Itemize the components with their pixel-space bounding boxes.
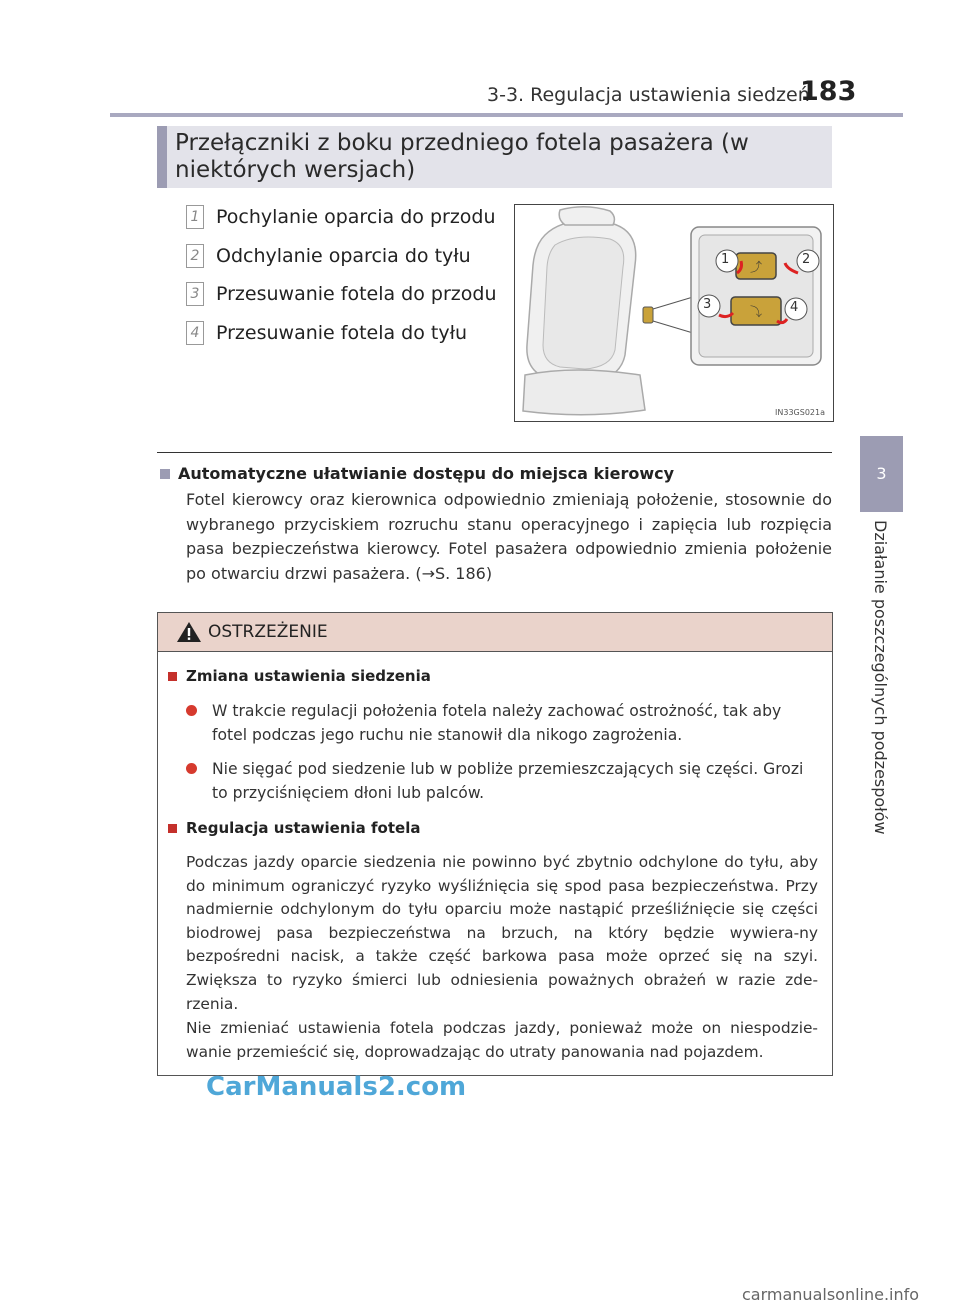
number-4-icon: 4 <box>186 321 204 345</box>
info-body: Fotel kierowcy oraz kierownica odpowiednio zmieniają położenie, stosownie do wybranego przyciskiem rozruchu stanu operacyjnego i zapięcia lub rozpięcia pasa bezpieczeństwa kierowcy. Fotel pasażera odpowiednio zmienia położenie po otwarciu drzwi pasażera. (→S. 186) <box>186 490 832 583</box>
warning-bullet <box>186 699 818 747</box>
section-heading <box>157 126 832 188</box>
svg-text:⤴: ⤴ <box>749 260 763 274</box>
red-dot-icon <box>186 763 197 774</box>
list-item-text: Przesuwanie fotela do przodu <box>216 283 497 305</box>
section-divider <box>157 452 832 453</box>
red-dot-icon <box>186 705 197 716</box>
callout-1: 1 <box>721 252 730 267</box>
seat-switch-illustration <box>514 204 834 422</box>
warning-bullet-text: W trakcie regulacji położenia fotela należy zachować ostrożność, tak aby fotel podczas jego ruchu nie stanowił dla nikogo zagrożenia. <box>212 702 782 744</box>
warning-box <box>157 612 833 1076</box>
warning-subheading <box>168 667 431 685</box>
svg-text:⤵: ⤵ <box>749 305 763 319</box>
red-square-icon <box>168 672 177 681</box>
page-number: 183 <box>800 76 857 107</box>
running-header-section: 3-3. Regulacja ustawienia siedzeń <box>487 84 810 106</box>
warning-subheading <box>168 819 420 837</box>
list-item-text: Odchylanie oparcia do tyłu <box>216 245 471 267</box>
warning-triangle-icon <box>176 621 202 643</box>
info-title-text: Automatyczne ułatwianie dostępu do miejsca kierowcy <box>178 464 675 483</box>
list-item <box>186 243 471 269</box>
header-rule <box>110 113 903 117</box>
list-item <box>186 320 467 346</box>
list-item <box>186 281 496 307</box>
chapter-tab-text: Działanie poszczególnych podzespołów <box>871 520 890 835</box>
warning-bullet-text: Nie sięgać pod siedzenie lub w pobliże przemieszczających się części. Grozi to przyciśnięciem dłoni lub palców. <box>212 760 804 802</box>
warning-paragraph: Nie zmieniać ustawienia fotela podczas jazdy, ponieważ może on niespodzie-wanie przemieścić się, doprowadzając do utraty panowania nad pojazdem. <box>186 1019 818 1061</box>
section-heading-text: Przełączniki z boku przedniego fotela pasażera (w niektórych wersjach) <box>175 130 749 183</box>
heading-accent-bar <box>157 126 167 188</box>
watermark-top: CarManuals2.com <box>206 1072 467 1102</box>
number-1-icon: 1 <box>186 205 204 229</box>
chapter-tab-number: 3 <box>860 436 903 512</box>
illustration-code: IN33GS021a <box>775 408 825 417</box>
warning-title: OSTRZEŻENIE <box>208 622 328 642</box>
warning-bullet <box>186 757 818 805</box>
callout-2: 2 <box>802 252 811 267</box>
red-square-icon <box>168 824 177 833</box>
callout-3: 3 <box>703 297 712 312</box>
warning-subheading-text: Zmiana ustawienia siedzenia <box>186 667 431 685</box>
seat-drawing-icon <box>515 205 833 421</box>
warning-header <box>158 613 832 652</box>
list-item <box>186 204 496 230</box>
warning-paragraph: Podczas jazdy oparcie siedzenia nie powinno być zbytnio odchylone do tyłu, aby do minimum ograniczyć ryzyko wyśliźnięcia się spod pasa bezpieczeństwa. Przy nadmiernie odchylonym do tyłu oparciu może nastąpić prześliźnięcie się części biodrowej pasa bezpieczeństwa na brzuch, na który będzie wywiera-ny bezpośredni nacisk, a także część barkowa pasa może oprzeć się na szyi. Zwiększa to ryzyko śmierci lub odniesienia poważnych obrażeń w razie zde-rzenia. <box>186 853 818 1013</box>
number-3-icon: 3 <box>186 282 204 306</box>
number-2-icon: 2 <box>186 244 204 268</box>
info-title <box>160 464 674 483</box>
list-item-text: Przesuwanie fotela do tyłu <box>216 322 468 344</box>
chapter-tab-title <box>868 520 896 860</box>
watermark-bottom: carmanualsonline.info <box>742 1285 920 1304</box>
warning-subheading-text: Regulacja ustawienia fotela <box>186 819 421 837</box>
list-item-text: Pochylanie oparcia do przodu <box>216 206 496 228</box>
square-bullet-icon <box>160 469 170 479</box>
callout-4: 4 <box>790 300 799 315</box>
